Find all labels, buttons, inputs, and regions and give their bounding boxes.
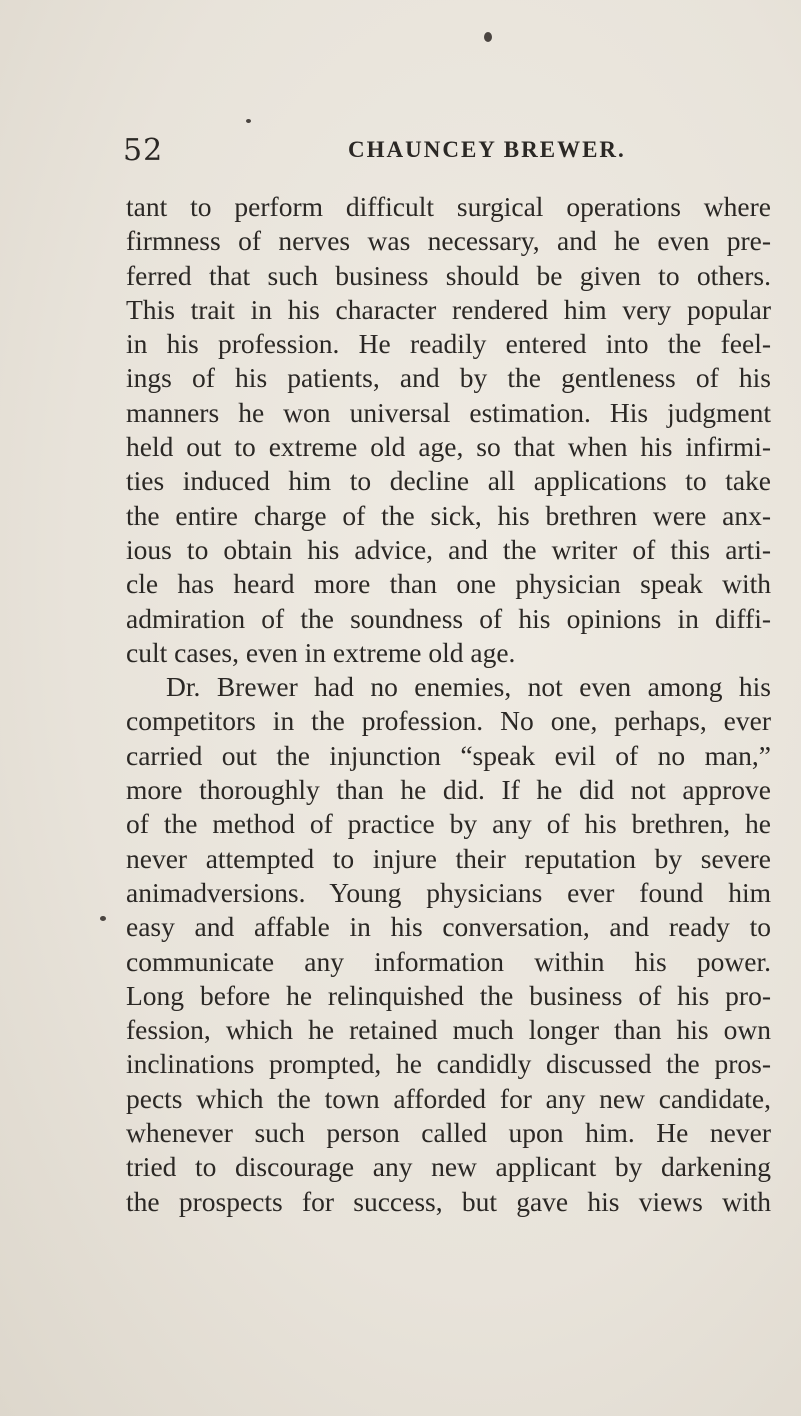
text-line: of the method of practice by any of his brethren, he (126, 808, 771, 840)
text-line: animadversions. Young physicians ever found him (126, 876, 771, 908)
ink-fleck (246, 119, 251, 123)
text-line: fession, which he retained much longer than his own (126, 1014, 771, 1046)
text-line: ings of his patients, and by the gentleness of his (126, 362, 771, 394)
page-number: 52 (123, 133, 164, 168)
text-line: firmness of nerves was necessary, and he even pre- (126, 225, 771, 257)
text-line: tant to perform difficult surgical operations where (126, 191, 771, 222)
ink-fleck (484, 32, 492, 42)
text-line: ties induced him to decline all applications to take (126, 465, 771, 497)
text-line: admiration of the soundness of his opinions in diffi- (126, 602, 771, 634)
running-head: CHAUNCEY BREWER. (348, 137, 626, 162)
text-line: This trait in his character rendered him very popular (126, 293, 771, 325)
paragraph-first-line: Dr. Brewer had no enemies, not even among his (166, 671, 771, 703)
text-line: manners he won universal estimation. His judgment (126, 396, 771, 428)
text-line: carried out the injunction “speak evil of no man,” (126, 739, 771, 771)
text-line: pects which the town afforded for any new candidate, (126, 1082, 771, 1114)
page-header (123, 133, 783, 173)
text-line: held out to extreme old age, so that when his infirmi- (126, 431, 771, 463)
text-line: cle has heard more than one physician speak with (126, 568, 771, 600)
text-line: easy and affable in his conversation, and ready to (126, 911, 771, 943)
body-text (126, 190, 771, 1219)
text-line: in his profession. He readily entered into the feel- (126, 328, 771, 360)
text-line: ferred that such business should be given to others. (126, 259, 771, 291)
text-line: ious to obtain his advice, and the writer of this arti- (126, 533, 771, 565)
text-line: more thoroughly than he did. If he did not approve (126, 774, 771, 806)
text-line: whenever such person called upon him. He never (126, 1117, 771, 1149)
ink-fleck (100, 916, 106, 921)
text-line: Long before he relinquished the business of his pro- (126, 979, 771, 1011)
text-line: communicate any information within his power. (126, 945, 771, 977)
text-line: competitors in the profession. No one, perhaps, ever (126, 705, 771, 737)
paragraph-end-line: cult cases, even in extreme old age. (126, 636, 516, 668)
text-line: tried to discourage any new applicant by darkening (126, 1151, 771, 1183)
text-line: the prospects for success, but gave his views with (126, 1185, 771, 1217)
text-line: inclinations prompted, he candidly discussed the pros- (126, 1048, 771, 1080)
text-line: never attempted to injure their reputation by severe (126, 842, 771, 874)
text-line: the entire charge of the sick, his brethren were anx- (126, 499, 771, 531)
